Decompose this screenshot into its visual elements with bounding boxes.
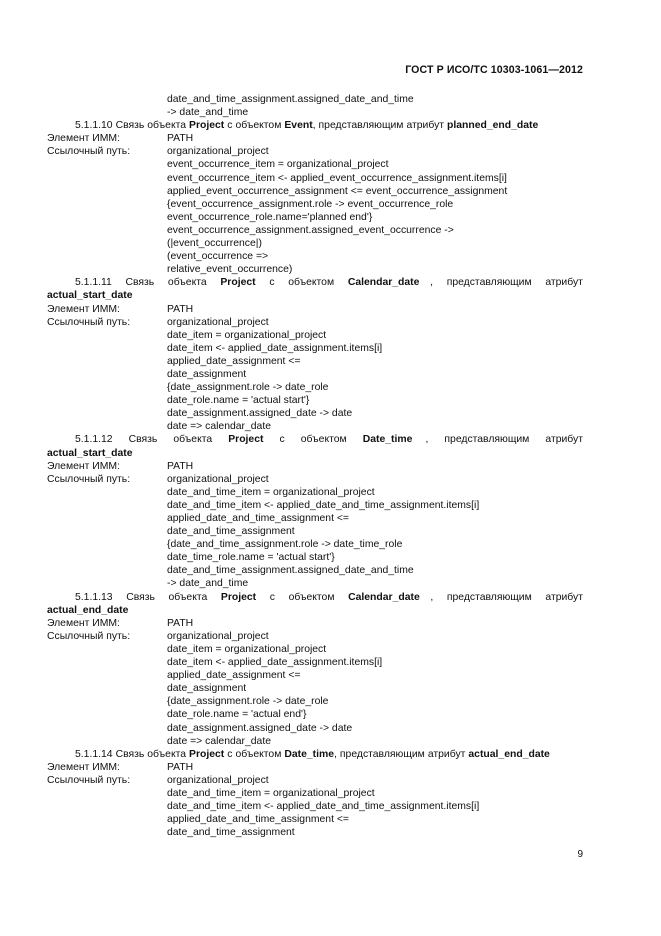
heading-entity-name: Project <box>189 748 225 760</box>
document-body <box>47 93 583 839</box>
heading-comma: , <box>430 277 434 289</box>
path-line: {event_occurrence_assignment.role -> event_occurrence_role <box>167 198 454 210</box>
heading-word: объекта <box>147 120 187 132</box>
path-line: date_item <- applied_date_assignment.items[i] <box>167 342 383 354</box>
heading-entity-name: Project <box>220 277 256 289</box>
heading-word: Связь <box>115 120 145 132</box>
element-label: Элемент ИММ: <box>47 460 120 472</box>
heading-word: объектом <box>235 748 282 760</box>
section-heading <box>47 433 583 446</box>
element-row <box>47 460 583 473</box>
path-line: -> date_and_time <box>167 107 249 119</box>
heading-word: атрибут <box>406 120 445 132</box>
heading-entity-name: Project <box>228 434 264 446</box>
heading-word: представляющим <box>318 120 404 132</box>
heading-word: атрибут <box>545 591 583 603</box>
heading-word: с <box>227 120 233 132</box>
path-row <box>47 473 583 486</box>
path-label: Ссылочный путь: <box>47 146 131 158</box>
path-line: (event_occurrence => <box>167 251 269 263</box>
heading-word: с <box>227 748 233 760</box>
path-line: {date_and_time_assignment.role -> date_time_role <box>167 539 403 551</box>
path-row <box>47 316 583 329</box>
continued-path-block <box>47 93 583 119</box>
path-line: date_assignment <box>167 683 247 695</box>
heading-word: атрибут <box>427 748 466 760</box>
heading-attribute-name: actual_start_date <box>47 290 133 302</box>
path-line: event_occurrence_item = organizational_project <box>167 159 389 171</box>
path-label: Ссылочный путь: <box>47 774 131 786</box>
element-row <box>47 617 583 630</box>
heading-entity-name: Calendar_date <box>348 591 420 603</box>
path-line: date_and_time_assignment <box>167 526 295 538</box>
element-label: Элемент ИММ: <box>47 303 120 315</box>
heading-entity-name: Event <box>284 120 313 132</box>
heading-word: объектом <box>300 434 347 446</box>
section-number: 5.1.1.13 <box>75 591 113 603</box>
section-5-1-1-13 <box>47 591 583 748</box>
path-line: applied_date_and_time_assignment <= <box>167 513 349 524</box>
section-number: 5.1.1.11 <box>75 277 112 289</box>
heading-word: атрибут <box>545 434 583 446</box>
heading-word: объекта <box>173 434 213 446</box>
heading-word: объекта <box>147 748 187 760</box>
path-line: date_assignment <box>167 368 247 380</box>
heading-word: Связь <box>115 748 145 760</box>
path-line: date_and_time_assignment <box>167 827 295 839</box>
path-line: event_occurrence_item <- applied_event_occurrence_assignment.items[i] <box>167 172 507 184</box>
path-label: Ссылочный путь: <box>47 630 131 642</box>
heading-word: представляющим <box>339 748 425 760</box>
path-line: -> date_and_time <box>167 578 249 590</box>
path-line: date_and_time_item <- applied_date_and_time_assignment.items[i] <box>167 499 480 511</box>
section-5-1-1-11 <box>47 276 583 433</box>
path-line: applied_date_assignment <= <box>167 670 301 682</box>
path-line: applied_date_and_time_assignment <= <box>167 814 349 826</box>
path-line: date_and_time_item <- applied_date_and_time_assignment.items[i] <box>167 801 480 813</box>
heading-word: объектом <box>288 591 335 603</box>
element-value: PATH <box>167 133 194 145</box>
section-heading <box>47 591 583 604</box>
path-line: organizational_project <box>167 473 269 485</box>
heading-word: с <box>269 591 275 603</box>
path-line: date_role.name = 'actual end'} <box>167 709 307 721</box>
path-label: Ссылочный путь: <box>47 473 131 485</box>
heading-word: объекта <box>167 277 207 289</box>
heading-word: объектом <box>288 277 335 289</box>
heading-comma: , <box>334 748 337 760</box>
heading-comma: , <box>425 434 429 446</box>
section-heading <box>47 119 583 132</box>
heading-entity-name: Date_time <box>362 434 413 446</box>
path-line: organizational_project <box>167 630 269 642</box>
element-value: PATH <box>167 761 194 773</box>
path-line: date_and_time_item = organizational_project <box>167 486 375 498</box>
heading-entity-name: Project <box>220 591 257 603</box>
heading-word: Связь <box>126 591 155 603</box>
heading-word: Связь <box>128 434 158 446</box>
path-line: event_occurrence_assignment.assigned_event_occurrence -> <box>167 224 454 236</box>
path-line: event_occurrence_role.name='planned end'} <box>167 211 373 223</box>
page-number: 9 <box>577 849 583 860</box>
heading-word: Связь <box>125 277 155 289</box>
path-row <box>47 145 583 158</box>
section-heading <box>47 748 583 761</box>
path-line: date_assignment.assigned_date -> date <box>167 408 353 420</box>
path-line: {date_assignment.role -> date_role <box>167 696 329 708</box>
heading-entity-name: Calendar_date <box>347 277 420 289</box>
path-line: {date_assignment.role -> date_role <box>167 382 329 394</box>
path-line: date => calendar_date <box>167 735 271 747</box>
section-5-1-1-12 <box>47 433 583 590</box>
element-label: Элемент ИММ: <box>47 761 120 773</box>
section-number: 5.1.1.14 <box>75 748 113 760</box>
section-5-1-1-14 <box>47 748 583 840</box>
element-value: PATH <box>167 617 194 629</box>
section-heading <box>47 276 583 289</box>
document-header: ГОСТ Р ИСО/ТС 10303-1061—2012 <box>405 64 583 76</box>
path-label: Ссылочный путь: <box>47 316 131 328</box>
element-value: PATH <box>167 460 194 472</box>
heading-attribute-name: actual_end_date <box>47 604 129 616</box>
heading-word: атрибут <box>545 277 583 289</box>
heading-word: с <box>279 434 285 446</box>
path-row <box>47 630 583 643</box>
element-row <box>47 761 583 774</box>
section-number: 5.1.1.10 <box>75 120 113 132</box>
path-line: organizational_project <box>167 774 269 786</box>
heading-entity-name: Project <box>189 120 225 132</box>
path-line: applied_date_assignment <= <box>167 355 301 367</box>
element-label: Элемент ИММ: <box>47 617 120 629</box>
path-line: date_item <- applied_date_assignment.items[i] <box>167 657 383 669</box>
element-row <box>47 303 583 316</box>
heading-word: представляющим <box>446 591 532 603</box>
heading-entity-name: Date_time <box>284 748 335 760</box>
path-line: date_item = organizational_project <box>167 329 327 341</box>
heading-attribute-name: actual_start_date <box>47 447 133 459</box>
path-line: date => calendar_date <box>167 421 271 433</box>
section-number: 5.1.1.12 <box>75 434 113 446</box>
heading-word: представляющим <box>444 434 530 446</box>
element-label: Элемент ИММ: <box>47 133 120 145</box>
heading-word: объекта <box>168 591 208 603</box>
path-line: date_and_time_assignment.assigned_date_and_time <box>167 94 414 105</box>
path-line: relative_event_occurrence) <box>167 264 293 276</box>
heading-comma: , <box>312 120 316 132</box>
section-5-1-1-10 <box>47 119 583 276</box>
path-line: (|event_occurrence|) <box>167 238 262 250</box>
path-line: date_item = organizational_project <box>167 643 327 655</box>
path-line: date_and_time_assignment.assigned_date_and_time <box>167 565 414 577</box>
path-line: organizational_project <box>167 146 269 158</box>
heading-word: с <box>269 277 275 289</box>
path-line: date_and_time_item = organizational_project <box>167 787 375 799</box>
element-value: PATH <box>167 303 194 315</box>
path-line: date_role.name = 'actual start'} <box>167 395 310 407</box>
path-line: applied_event_occurrence_assignment <= event_occurrence_assignment <box>167 185 508 197</box>
path-row <box>47 774 583 787</box>
heading-word: представляющим <box>446 277 532 289</box>
heading-entity-name: planned_end_date <box>447 120 539 132</box>
heading-comma: , <box>430 591 434 603</box>
element-row <box>47 132 583 145</box>
path-line: organizational_project <box>167 316 269 328</box>
heading-word: объектом <box>235 120 282 132</box>
heading-entity-name: actual_end_date <box>468 748 550 760</box>
path-line: date_time_role.name = 'actual start'} <box>167 552 335 564</box>
path-line: date_assignment.assigned_date -> date <box>167 722 353 734</box>
